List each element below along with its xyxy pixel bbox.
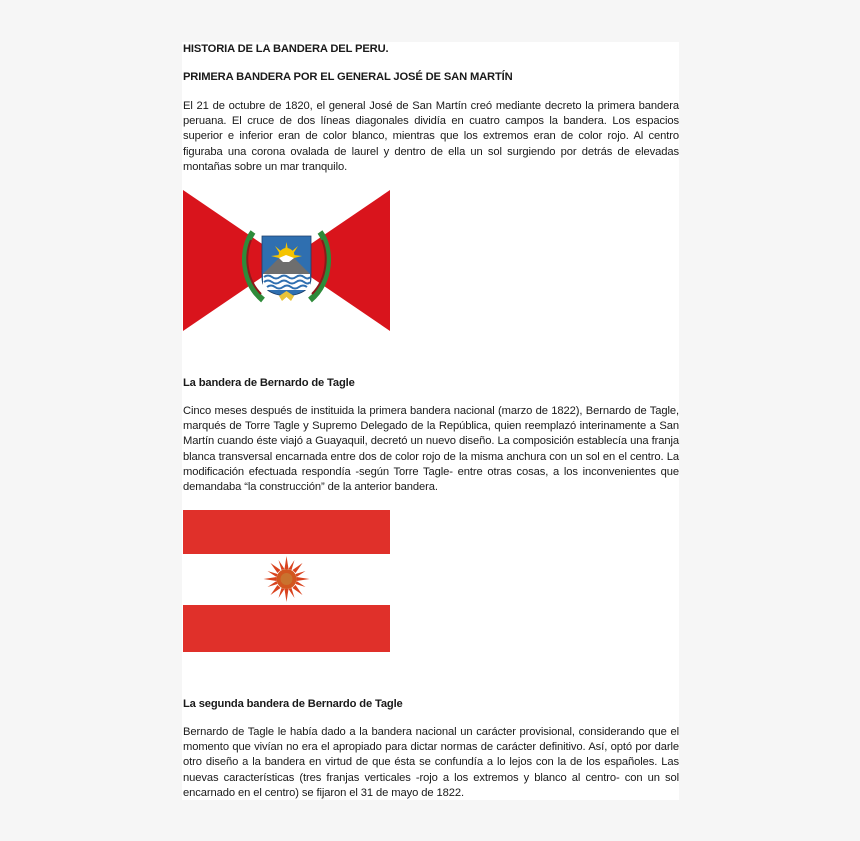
section-body-tagle-first: Cinco meses después de instituida la primera bandera nacional (marzo de 1822), Bernardo de Tagle, marqués de Torre Tagle y Supremo Delegado de la República, quien reemplazó interinamente a San Martín cuando éste viajó a Guayaquil, decretó un nuevo diseño. La composición establecía una franja blanca transversal encarnada entre dos de color rojo de la misma anchura con un sol en el centro. La modificación efectuada respondía -según Torre Tagle- entre otras cosas, a los inconvenientes que demandaba “la construcción” de la anterior bandera. [183, 405, 679, 494]
section-heading-san-martin: PRIMERA BANDERA POR EL GENERAL JOSÉ DE SAN MARTÍN [183, 71, 513, 83]
flag-image-tagle [183, 510, 390, 652]
section-heading-tagle-first: La bandera de Bernardo de Tagle [183, 377, 355, 389]
san-martin-flag-icon [183, 190, 390, 331]
flag-image-san-martin [183, 190, 390, 331]
section-body-tagle-second: Bernardo de Tagle le había dado a la bandera nacional un carácter provisional, considerando que el momento que vivían no era el apropiado para dictar normas de carácter definitivo. Así, optó por darle otro diseño a la bandera en virtud de que ésta se confundía a lo lejos con la de los españoles. Las nuevas características (tres franjas verticales -rojo a los extremos y blanco al centro- con un sol encarnado en el centro) se fijaron el 31 de mayo de 1822. [183, 726, 679, 799]
tagle-flag-icon [183, 510, 390, 652]
section-heading-tagle-second: La segunda bandera de Bernardo de Tagle [183, 698, 403, 710]
document-page [182, 42, 679, 800]
section-body-san-martin: El 21 de octubre de 1820, el general José de San Martín creó mediante decreto la primera bandera peruana. El cruce de dos líneas diagonales dividía en cuatro campos la bandera. Los espacios superior e inferior eran de color blanco, mientras que los extremos eran de color rojo. Al centro figuraba una corona ovalada de laurel y dentro de ella un sol surgiendo por detrás de elevadas montañas sobre un mar tranquilo. [183, 100, 679, 173]
document-title: HISTORIA DE LA BANDERA DEL PERU. [183, 43, 389, 55]
